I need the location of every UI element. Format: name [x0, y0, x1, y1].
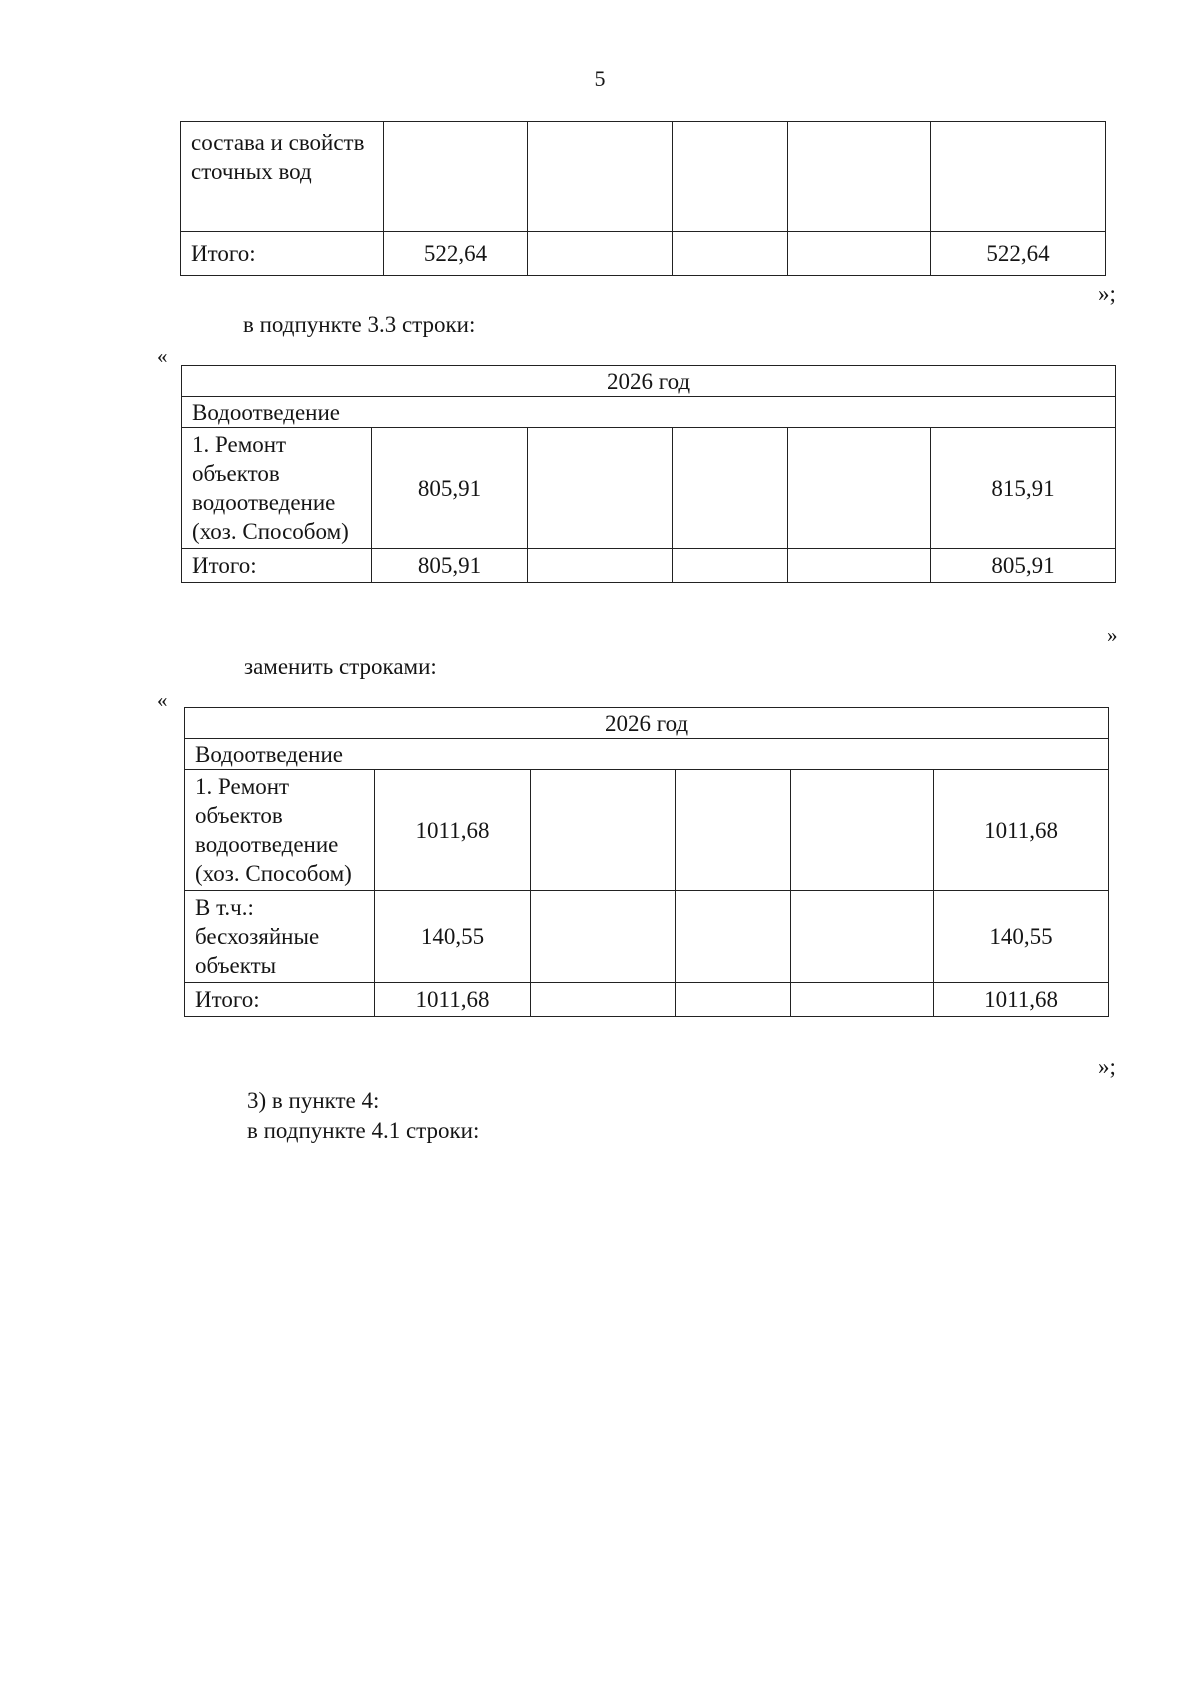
closing-quote: »; [1098, 281, 1116, 306]
row-label: 1. Ремонт объектов водоотведение (хоз. Способом) [185, 770, 375, 891]
empty-cell [673, 232, 788, 276]
row-label: 1. Ремонт объектов водоотведение (хоз. Способом) [182, 428, 372, 549]
section-header: Водоотведение [182, 397, 1116, 428]
value-cell [384, 122, 528, 232]
empty-cell [676, 891, 791, 983]
empty-cell [528, 232, 673, 276]
table-row-total [182, 549, 1116, 583]
row-label: Итого: [185, 983, 375, 1017]
empty-cell [788, 232, 931, 276]
value-cell: 805,91 [372, 549, 528, 583]
empty-cell [528, 549, 673, 583]
empty-cell [788, 549, 931, 583]
row-label: Итого: [182, 549, 372, 583]
empty-cell [673, 428, 788, 549]
total-cell: 1011,68 [934, 983, 1109, 1017]
replace-line: заменить строками: [244, 654, 437, 679]
opening-quote: « [157, 688, 168, 712]
empty-cell [528, 122, 673, 232]
closing-quote: »; [1098, 1054, 1116, 1079]
empty-cell [528, 428, 673, 549]
point-line: 3) в пункте 4: [247, 1088, 380, 1113]
total-cell: 522,64 [931, 232, 1106, 276]
value-cell: 1011,68 [375, 770, 531, 891]
row-label: Итого: [181, 232, 384, 276]
empty-cell [676, 983, 791, 1017]
table-replacement-rows [184, 707, 1109, 1017]
empty-cell [791, 983, 934, 1017]
empty-cell [673, 122, 788, 232]
empty-cell [531, 983, 676, 1017]
table-row [185, 891, 1109, 983]
year-header: 2026 год [185, 708, 1109, 739]
table-row [185, 770, 1109, 891]
section-row [185, 739, 1109, 770]
row-label: состава и свойств сточных вод [181, 122, 384, 232]
value-cell: 1011,68 [375, 983, 531, 1017]
empty-cell [673, 549, 788, 583]
total-cell: 1011,68 [934, 770, 1109, 891]
total-cell [931, 122, 1106, 232]
table-row-total [185, 983, 1109, 1017]
empty-cell [788, 428, 931, 549]
table-continuation [180, 121, 1106, 276]
value-cell: 522,64 [384, 232, 528, 276]
empty-cell [791, 891, 934, 983]
year-row [182, 366, 1116, 397]
subpoint-line: в подпункте 4.1 строки: [247, 1118, 480, 1143]
closing-quote: » [1107, 623, 1118, 647]
table-original-rows [181, 365, 1116, 583]
table-row-total [181, 232, 1106, 276]
empty-cell [788, 122, 931, 232]
total-cell: 805,91 [931, 549, 1116, 583]
year-row [185, 708, 1109, 739]
value-cell: 805,91 [372, 428, 528, 549]
year-header: 2026 год [182, 366, 1116, 397]
empty-cell [791, 770, 934, 891]
table-row [182, 428, 1116, 549]
section-header: Водоотведение [185, 739, 1109, 770]
value-cell: 140,55 [375, 891, 531, 983]
total-cell: 140,55 [934, 891, 1109, 983]
row-label: В т.ч.: бесхозяйные объекты [185, 891, 375, 983]
total-cell: 815,91 [931, 428, 1116, 549]
empty-cell [531, 891, 676, 983]
table-row [181, 122, 1106, 232]
intro-line: в подпункте 3.3 строки: [243, 312, 476, 337]
page-number: 5 [594, 66, 606, 91]
section-row [182, 397, 1116, 428]
opening-quote: « [157, 344, 168, 368]
empty-cell [531, 770, 676, 891]
empty-cell [676, 770, 791, 891]
